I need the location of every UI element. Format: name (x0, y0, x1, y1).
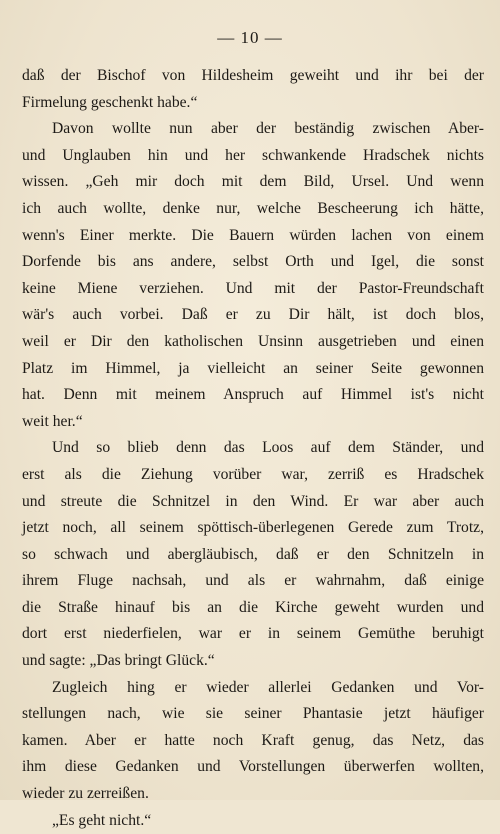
text-line: und Unglauben hin und her schwankende Hradschek nichts (22, 146, 484, 164)
text-line: ihrem Fluge nachsah, und als er wahrnahm, daß einige (22, 572, 484, 590)
paragraph (22, 808, 484, 834)
text-line: hat. Denn mit meinem Anspruch auf Himmel ist's nicht (22, 386, 484, 404)
text-line: daß der Bischof von Hildesheim geweiht und ihr bei der (22, 67, 484, 84)
text-line: ich auch wollte, denke nur, welche Bescheerung ich hätte, (22, 199, 484, 217)
text-line: und streute die Schnitzel in den Wind. Er war aber auch (22, 492, 484, 510)
paragraph (22, 435, 484, 674)
body-text (22, 63, 484, 834)
text-line: kamen. Aber er hatte noch Kraft genug, das Netz, das (22, 731, 484, 749)
page-number: — 10 — (217, 28, 283, 47)
paragraph (22, 63, 484, 116)
text-line: wissen. „Geh mir doch mit dem Bild, Ursel. Und wenn (22, 173, 484, 191)
text-line: Zugleich hing er wieder allerlei Gedanken und Vor- (52, 678, 484, 696)
text-line: wieder zu zerreißen. (22, 785, 149, 803)
text-line: Und so blieb denn das Loos auf dem Ständer, und (52, 439, 484, 457)
text-line: und sagte: „Das bringt Glück.“ (22, 652, 215, 670)
text-line: jetzt noch, all seinem spöttisch-überlegenen Gerede zum Trotz, (22, 519, 484, 537)
text-line: „Es geht nicht.“ (52, 811, 152, 829)
text-line: die Straße hinauf bis an die Kirche geweht wurden und (22, 598, 484, 616)
text-line: Dorfende bis ans andere, selbst Orth und Igel, die sonst (22, 253, 484, 271)
text-line: keine Miene verziehen. Und mit der Pastor-Freundschaft (22, 279, 484, 297)
text-line: Firmelung geschenkt habe.“ (22, 93, 198, 111)
text-line: Platz im Himmel, ja vielleicht an seiner Seite gewonnen (22, 359, 484, 377)
text-line: Davon wollte nun aber der beständig zwischen Aber- (52, 120, 484, 138)
text-line: stellungen nach, wie sie seiner Phantasie jetzt häufiger (22, 705, 484, 723)
paragraph (22, 116, 484, 435)
text-line: wenn's Einer merkte. Die Bauern würden lachen von einem (22, 226, 484, 244)
text-line: weit her.“ (22, 412, 83, 430)
text-line: ihm diese Gedanken und Vorstellungen überwerfen wollten, (22, 758, 484, 776)
text-line: erst als die Ziehung vorüber war, zerriß es Hradschek (22, 465, 484, 483)
text-line: weil er Dir den katholischen Unsinn ausgetrieben und einen (22, 332, 484, 350)
paragraph (22, 675, 484, 808)
text-line: dort erst niederfielen, war er in seinem Gemüthe beruhigt (22, 625, 484, 643)
text-line: wär's auch vorbei. Daß er zu Dir hält, ist doch blos, (22, 306, 484, 324)
text-line: so schwach und abergläubisch, daß er den Schnitzeln in (22, 545, 484, 563)
